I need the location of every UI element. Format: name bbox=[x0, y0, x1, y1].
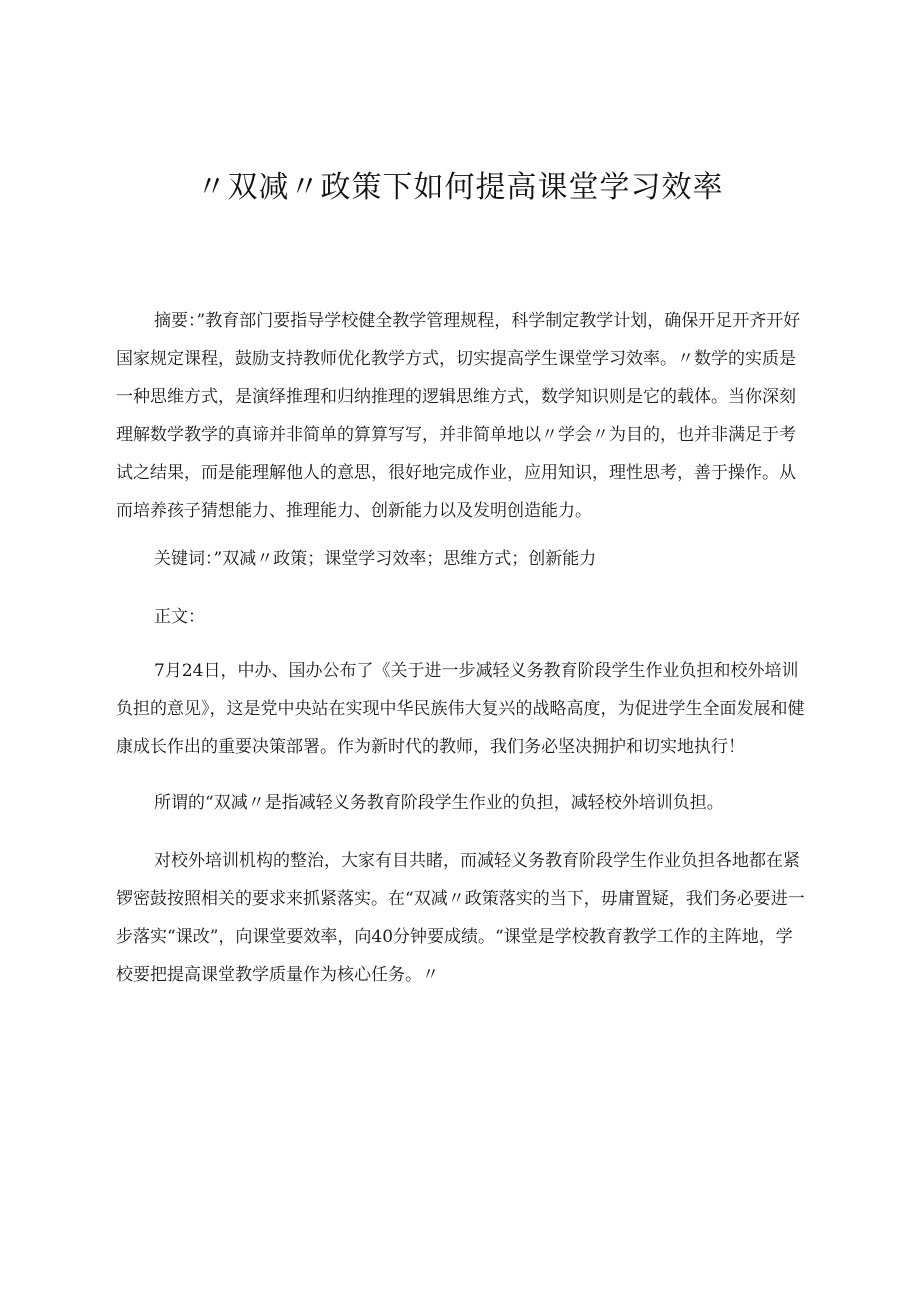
document-title: 〃双减〃政策下如何提高课堂学习效率 bbox=[196, 170, 724, 205]
body-paragraph-3: 对校外培训机构的整治，大家有目共睹，而减轻义务教育阶段学生作业负担各地都在紧锣密鼓按照相关的要求来抓紧落实。在“双减〃政策落实的当下，毋庸置疑，我们务必要进一步落实“课改”，向课堂要效率，向40分钟要成绩。“课堂是学校教育教学工作的主阵地，学校要把提高课堂教学质量作为核心任务。〃 bbox=[116, 851, 805, 985]
abstract-paragraph: 摘要：”教育部门要指导学校健全教学管理规程，科学制定教学计划，确保开足开齐开好国家规定课程，鼓励支持教师优化教学方式，切实提高学生课堂学习效率。〃数学的实质是一种思维方式，是演绎推理和归纳推理的逻辑思维方式，数学知识则是它的载体。当你深刻理解数学教学的真谛并非简单的算算写写，并非简单地以〃学会〃为目的，也并非满足于考试之结果，而是能理解他人的意思，很好地完成作业，应用知识，理性思考，善于操作。从而培养孩子猜想能力、推理能力、创新能力以及发明创造能力。 bbox=[116, 311, 801, 521]
body-label: 正文： bbox=[154, 607, 205, 627]
body-paragraph-2: 所谓的“双减〃是指减轻义务教育阶段学生作业的负担，减轻校外培训负担。 bbox=[154, 793, 724, 813]
keywords-line: 关键词：”双减〃政策；课堂学习效率；思维方式；创新能力 bbox=[154, 549, 597, 569]
body-paragraph-1: 7月24日，中办、国办公布了《关于进一步减轻义务教育阶段学生作业负担和校外培训负担的意见》，这是党中央站在实现中华民族伟大复兴的战略高度，为促进学生全面发展和健康成长作出的重要决策部署。作为新时代的教师，我们务必坚决拥护和切实地执行！ bbox=[116, 661, 805, 757]
